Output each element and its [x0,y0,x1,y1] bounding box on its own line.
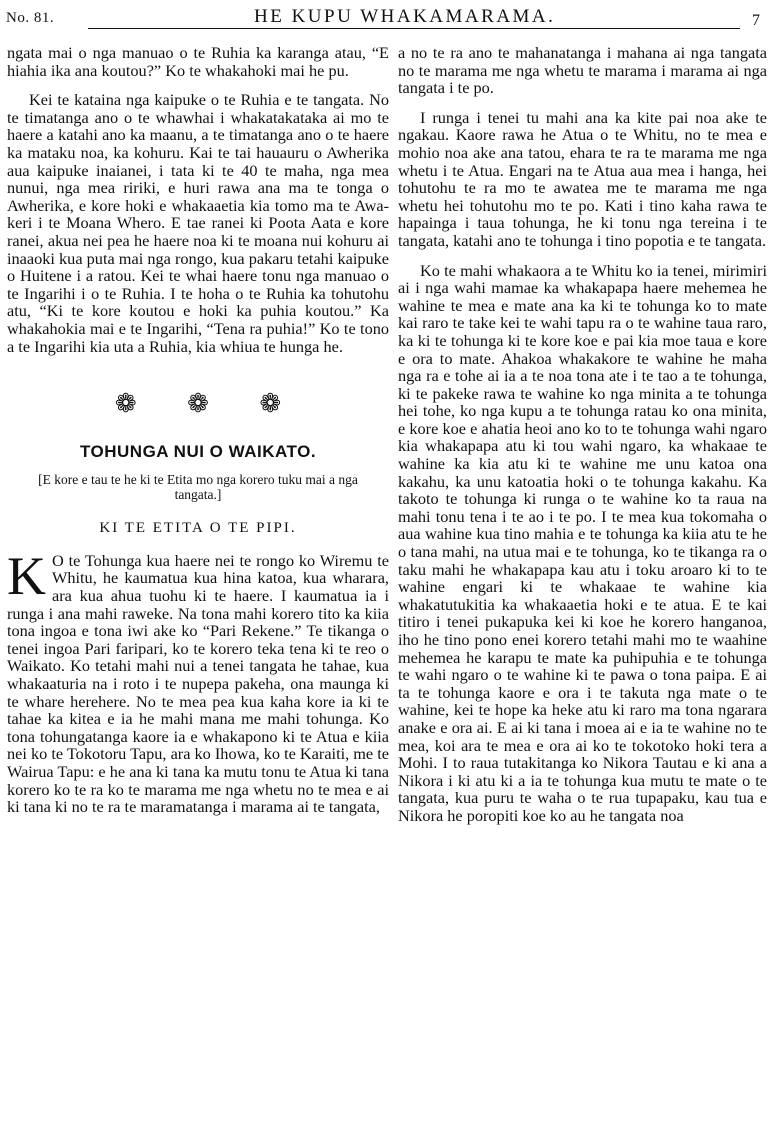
right-column [398,44,767,837]
drop-cap: K [7,545,46,606]
paragraph: Ko te mahi whakaora a te Whitu ko ia tenei, mirimiri ai i nga wahi mamae ka whakapapa haere mehemea he wahine te mea e mate ana ka ki te tohunga ko to mate kai raro te take kei te wahi tapu ra o te wahine taua raro, ka ki te tohunga ki te kore koe e pai kia moe taua e kore e ora to mate. Ahakoa whakakore te wahine he maha nga ra e tohe ai ia a te noa tona ate i te tao a te tohunga, ki te pakeke rawa te wahine ko nga minita a te tohunga hei tohe, ko nga kupu a te tohunga ratau ko ona minita, e kore koe e ahatia heoi ano ko to te tohunga wahi ngaro kia whakapapa atu ki tou wahi ngaro, ka whakaae te wahine ka kia atu ki te wahine me unu katoa ona kakahu, ka unu katoatia hoki o te tohunga kakahu. Ka takoto te tohunga ki runga o te wahine ko ta raua na mahi tonu tena i te ao i te po. I te mea kua tokomaha o aua wahine kua tino mahia e te tohunga ka kiia atu te he o tana mahi, na utua mai e te tohunga, ko te tikanga ra o taku mahi he whakapapa kau atu i toku aroaro ki to te wahine engari ki te whakaae te wahine kia whakatutukitia ka whakaaetia hoki e te atua. E te kai titiro i tenei pukapuka kei ki koe he korero hanganoa, iho he tino pono enei korero tetahi mahi mo te waahine mehemea he karapu te mate ka puhipuhia e te tohunga te wahi ngaro o te wahine ki te pawa o tona paipa. E ai ta te tohunga kaore e ora i te takuta nga mate o te wahine, kei te hope ka heke atu ki raro ma tona ngarara anake e ora ai. E ai ki tana i moea ai e ia te wahine no te mea, koi ara te mea e ora ai ko te tokotoko hoki tera a Mohi. I to raua tutakitanga ko Nikora Tautau e ki ana a Nikora i ki atu ki a ia te tohunga kua mutu te mate o te tangata, kua puru te waha o te rua tupapaku, kau tua e Nikora he poropiti koe ko au he tangata noa [398,260,767,825]
page-number: 7 [752,12,760,29]
page-header [6,4,766,30]
article-byline: KI TE ETITA O TE PIPI. [99,520,297,537]
paragraph: a no te ra ano te mahanatanga i mahana ai nga tangata no te marama me nga whetu te marama i marama ai nga tangata i te po. [398,43,767,98]
paragraph: ngata mai o nga manuao o te Ruhia ka karanga atau, “E hiahia ika ana koutou?” Ko te whakahoki mai he pu. [7,43,389,80]
paragraph: Kei te kataina nga kaipuke o te Ruhia e te tangata. No te timatanga ano o te whawhai i whakatakataka ai mo te haere a katahi ano ka maanu, a te timatanga ano o te haere ka mataku noa, ka kohuru. Kai te tai hauauru o Awherika aua kaipuke inaianei, i tata ki te 40 te maha, nga mea nunui, nga mea ririki, e huri rawa ana ma te tonga o Awherika, e kore hoki e whakaaetia kia tomo ma te Awa-keri i te Moana Whero. E tae ranei ki Poota Aata e kore ranei, akua nei pea he haere noa ki te moana nui kohuru ai inaaoki kua puta mai nga rongo, kua pakaru tetahi kaipuke o Huitene i a ratou. Kei te whai haere tonu nga manuao o te Ingarihi i o te Ruhia. I te hoha o te Ruhia ka tohutohu atu, “Ki te kore koutou e hoki ka puhia koutou.” Ka whakahokia mai e te Ingarihi, “Tena ra puhia!” Ko te tono a te Ingarihi kia uta a Ruhia, kia whiua te hunga he. [7,90,389,356]
editorial-disclaimer: [E kore e tau te he ki te Etita mo nga korero tuku mai a nga tangata.] [38,472,358,503]
newspaper-title: HE KUPU WHAKAMARAMA. [254,6,556,27]
issue-number: No. 81. [6,10,55,26]
left-column [7,44,389,828]
ornament-divider: ❁ ❁ ❁ [114,389,304,419]
paragraph: O te Tohunga kua haere nei te rongo ko Wiremu te Whitu, he kaumatua kua hina katoa, kua wharara, ara kua ahua tuohu ki te haere. I kaumatua ia i runga i ana mahi raweke. Na tona mahi korero tito ka kiia tona ingoa e tona iwi ake ko “Pari Rekene.” Te tikanga o tenei ingoa Pari faripari, ko te korero teka tena ki te reo o Waikato. Ko tetahi mahi nui a tenei tangata he tahae, kua whakaaturia na i roto i te nupepa pakeha, ona maunga ki te whare herehere. No te mea pea kua kaha kore ia ki te tahae ka kitea e ia he mahi mana me mahi tohunga. Ko tona tohungatanga kaore ia e whakapono ki te Atua e kiia nei ko te Tokotoru Tapu, ara ko Ihowa, ko te Karaiti, me te Wairua Tapu: e he ana ki tana ka mutu tonu te Atua ki tana korero ko te ra ko te marama me nga whetu no te mea e ai ki tana ki no te ra te maramatanga i marama ai te tangata, [7,550,389,817]
header-rule [88,28,740,29]
article-title: TOHUNGA NUI O WAIKATO. [79,441,317,461]
paragraph: I runga i tenei tu mahi ana ka kite pai noa ake te ngakau. Kaore rawa he Atua o te Whitu, no te mea e mohio noa ake ana tatou, ehara te ra te marama me nga whetu i te Atua. Engari na te Atua aua mea i hanga, hei tohutohu te ra mo te awatea me te marama me nga whetu hei tohutohu mo te po. Kati i tino kaha rawa te hapainga i taua tohunga, he ki tonu nga tereina i te tangata, katahi ano te tohunga i tino popotia e te tangata. [398,107,767,250]
